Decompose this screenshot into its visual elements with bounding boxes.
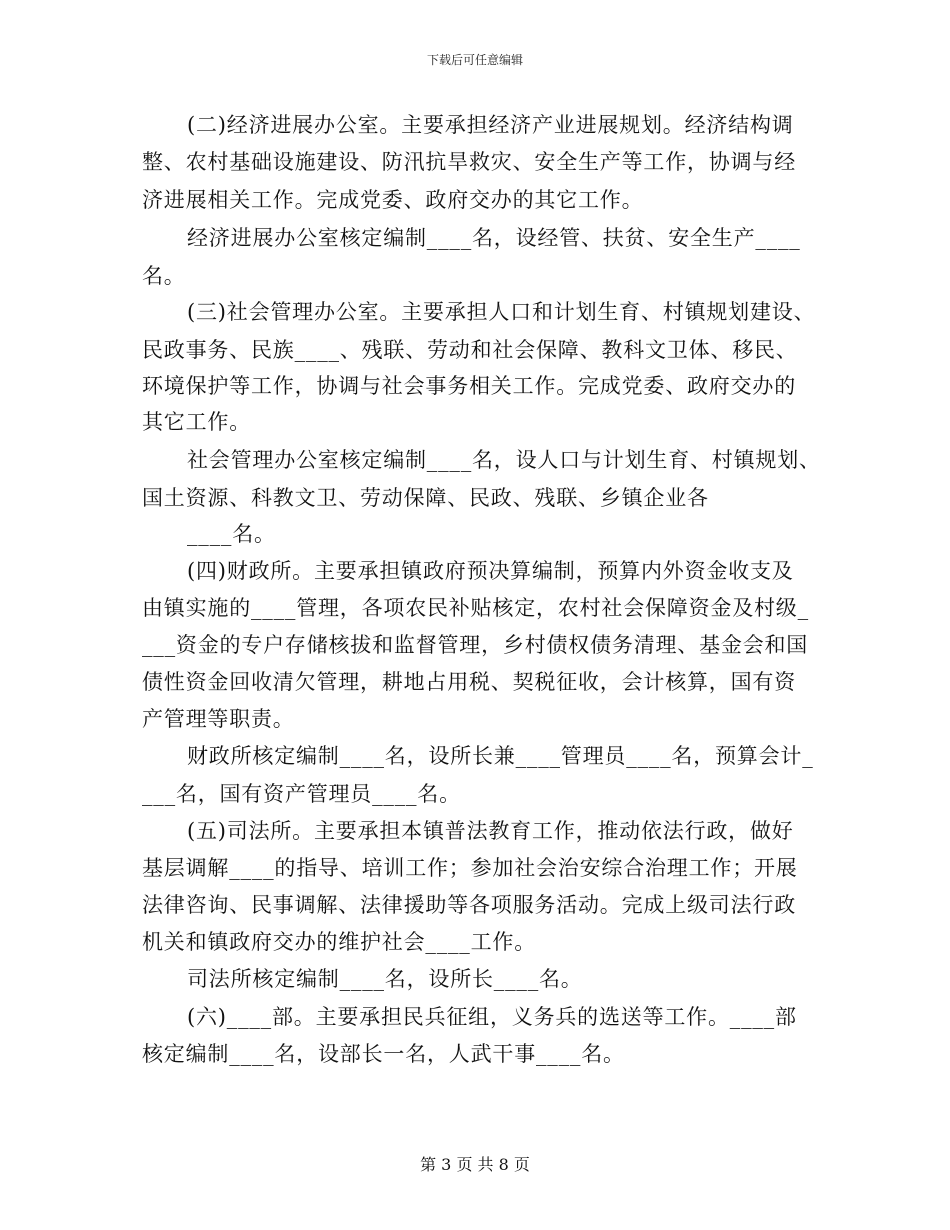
page-header: 下载后可任意编辑 (426, 53, 523, 67)
text-line: 环境保护等工作，协调与社会事务相关工作。完成党委、政府交办的 (142, 374, 796, 398)
text-line: 由镇实施的____管理，各项农民补贴核定，农村社会保障资金及村级_ (142, 596, 809, 620)
text-line: ___资金的专户存储核拔和监督管理，乡村债权债务清理、基金会和国 (142, 633, 809, 657)
text-line: ___名，国有资产管理员____名。 (142, 782, 461, 806)
text-line: 核定编制____名，设部长一名，人武干事____名。 (142, 1042, 625, 1066)
text-line: 国土资源、科教文卫、劳动保障、民政、残联、乡镇企业各 (142, 486, 709, 510)
text-line: (六)____部。主要承担民兵征组，义务兵的选送等工作。____部 (187, 1005, 797, 1029)
text-line: ____名。 (187, 522, 276, 546)
text-line: 整、农村基础设施建设、防汛抗旱救灾、安全生产等工作，协调与经 (142, 150, 796, 174)
text-line: 济进展相关工作。完成党委、政府交办的其它工作。 (142, 188, 644, 212)
text-line: 经济进展办公室核定编制____名，设经管、扶贫、安全生产____ (187, 226, 801, 250)
text-line: 民政事务、民族____、残联、劳动和社会保障、教科文卫体、移民、 (142, 338, 798, 362)
page-footer: 第 3 页 共 8 页 (420, 1155, 530, 1174)
text-line: 产管理等职责。 (142, 707, 295, 731)
text-line: 法律咨询、民事调解、法律援助等各项服务活动。完成上级司法行政 (142, 893, 796, 917)
text-line: 机关和镇政府交办的维护社会____工作。 (142, 930, 536, 954)
text-line: (二)经济进展办公室。主要承担经济产业进展规划。经济结构调 (187, 113, 794, 137)
text-line: 财政所核定编制____名，设所长兼____管理员____名，预算会计_ (187, 744, 814, 768)
text-line: 基层调解____的指导、培训工作；参加社会治安综合治理工作；开展 (142, 856, 798, 880)
text-line: 名。 (142, 264, 186, 288)
text-line: 社会管理办公室核定编制____名，设人口与计划生育、村镇规划、 (187, 448, 821, 472)
text-line: 其它工作。 (142, 410, 251, 434)
text-line: 债性资金回收清欠管理，耕地占用税、契税征收，会计核算，国有资 (142, 670, 796, 694)
text-line: (三)社会管理办公室。主要承担人口和计划生育、村镇规划建设、 (187, 300, 816, 324)
text-line: (五)司法所。主要承担本镇普法教育工作，推动依法行政，做好 (187, 819, 794, 843)
text-line: (四)财政所。主要承担镇政府预决算编制，预算内外资金收支及 (187, 559, 794, 583)
text-line: 司法所核定编制____名，设所长____名。 (187, 967, 583, 991)
